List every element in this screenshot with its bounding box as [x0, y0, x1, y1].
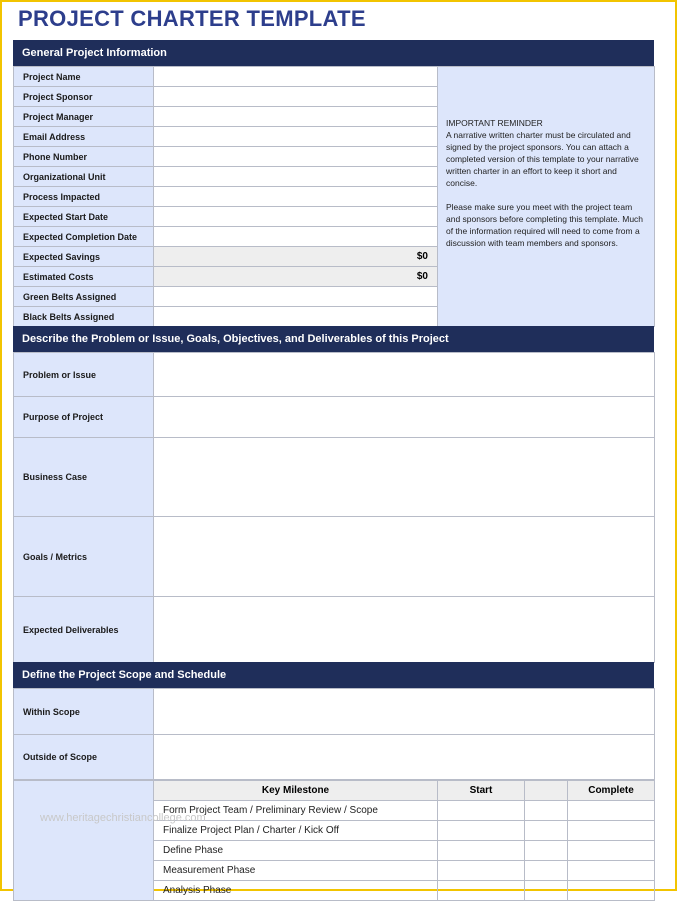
field-label: Green Belts Assigned [14, 287, 154, 307]
general-table [13, 66, 655, 327]
project-sponsor-field[interactable] [154, 87, 438, 107]
estimated-costs-field[interactable]: $0 [154, 267, 438, 287]
milestone-complete-field[interactable] [568, 841, 655, 861]
outside-of-scope-field[interactable] [154, 735, 655, 780]
milestone-blank-field[interactable] [525, 861, 568, 881]
project-name-field[interactable] [154, 67, 438, 87]
watermark: www.heritagechristiancollege.com [40, 812, 206, 824]
business-case-field[interactable] [154, 438, 655, 517]
milestone-name: Finalize Project Plan / Charter / Kick Off [154, 821, 438, 841]
expected-deliverables-field[interactable] [154, 597, 655, 663]
milestone-start-field[interactable] [438, 861, 525, 881]
field-label: Goals / Metrics [14, 517, 154, 597]
black-belts-field[interactable] [154, 307, 438, 327]
field-label: Expected Completion Date [14, 227, 154, 247]
field-label: Expected Savings [14, 247, 154, 267]
email-address-field[interactable] [154, 127, 438, 147]
reminder-paragraph-1: A narrative written charter must be circulated and signed by the project sponsors. You can attach a completed version of this template to your narrative written charter in an effort to keep it short and concise. [446, 130, 639, 188]
field-label: Project Sponsor [14, 87, 154, 107]
reminder-paragraph-2: Please make sure you meet with the project team and sponsors before completing this template. Much of the information required will need to come from a discussion with team members and sponsors. [446, 202, 644, 248]
milestone-blank-field[interactable] [525, 821, 568, 841]
reminder-title: IMPORTANT REMINDER [446, 118, 543, 128]
field-label: Purpose of Project [14, 397, 154, 438]
field-label: Outside of Scope [14, 735, 154, 780]
field-label: Email Address [14, 127, 154, 147]
milestone-name: Form Project Team / Preliminary Review / Scope [154, 801, 438, 821]
project-manager-field[interactable] [154, 107, 438, 127]
milestone-blank-field[interactable] [525, 841, 568, 861]
blank-column-header [525, 781, 568, 801]
organizational-unit-field[interactable] [154, 167, 438, 187]
field-label: Estimated Costs [14, 267, 154, 287]
field-label: Within Scope [14, 689, 154, 735]
expected-start-date-field[interactable] [154, 207, 438, 227]
problem-section-header: Describe the Problem or Issue, Goals, Objectives, and Deliverables of this Project [13, 326, 654, 352]
general-section-header: General Project Information [13, 40, 654, 66]
field-label: Process Impacted [14, 187, 154, 207]
milestone-complete-field[interactable] [568, 821, 655, 841]
problem-table [13, 352, 655, 663]
field-label: Problem or Issue [14, 353, 154, 397]
milestone-start-field[interactable] [438, 821, 525, 841]
field-label: Expected Start Date [14, 207, 154, 227]
phone-number-field[interactable] [154, 147, 438, 167]
field-label: Black Belts Assigned [14, 307, 154, 327]
scope-section [13, 662, 654, 901]
milestone-start-field[interactable] [438, 841, 525, 861]
goals-metrics-field[interactable] [154, 517, 655, 597]
important-reminder [438, 67, 655, 327]
problem-or-issue-field[interactable] [154, 353, 655, 397]
field-label: Organizational Unit [14, 167, 154, 187]
field-label: Expected Deliverables [14, 597, 154, 663]
purpose-of-project-field[interactable] [154, 397, 655, 438]
process-impacted-field[interactable] [154, 187, 438, 207]
start-column-header: Start [438, 781, 525, 801]
general-section [13, 40, 654, 327]
within-scope-field[interactable] [154, 689, 655, 735]
field-label: Project Name [14, 67, 154, 87]
milestone-label-cell [14, 781, 154, 901]
problem-section [13, 326, 654, 663]
milestone-blank-field[interactable] [525, 801, 568, 821]
milestone-name: Define Phase [154, 841, 438, 861]
scope-section-header: Define the Project Scope and Schedule [13, 662, 654, 688]
milestone-name: Measurement Phase [154, 861, 438, 881]
milestone-complete-field[interactable] [568, 861, 655, 881]
green-belts-field[interactable] [154, 287, 438, 307]
milestone-table [13, 780, 655, 901]
milestone-complete-field[interactable] [568, 801, 655, 821]
field-label: Phone Number [14, 147, 154, 167]
milestone-name: Analysis Phase [154, 881, 438, 901]
milestone-column-header: Key Milestone [154, 781, 438, 801]
scope-table [13, 688, 655, 780]
field-label: Business Case [14, 438, 154, 517]
milestone-start-field[interactable] [438, 801, 525, 821]
complete-column-header: Complete [568, 781, 655, 801]
expected-savings-field[interactable]: $0 [154, 247, 438, 267]
page-title: PROJECT CHARTER TEMPLATE [18, 6, 366, 31]
expected-completion-date-field[interactable] [154, 227, 438, 247]
field-label: Project Manager [14, 107, 154, 127]
